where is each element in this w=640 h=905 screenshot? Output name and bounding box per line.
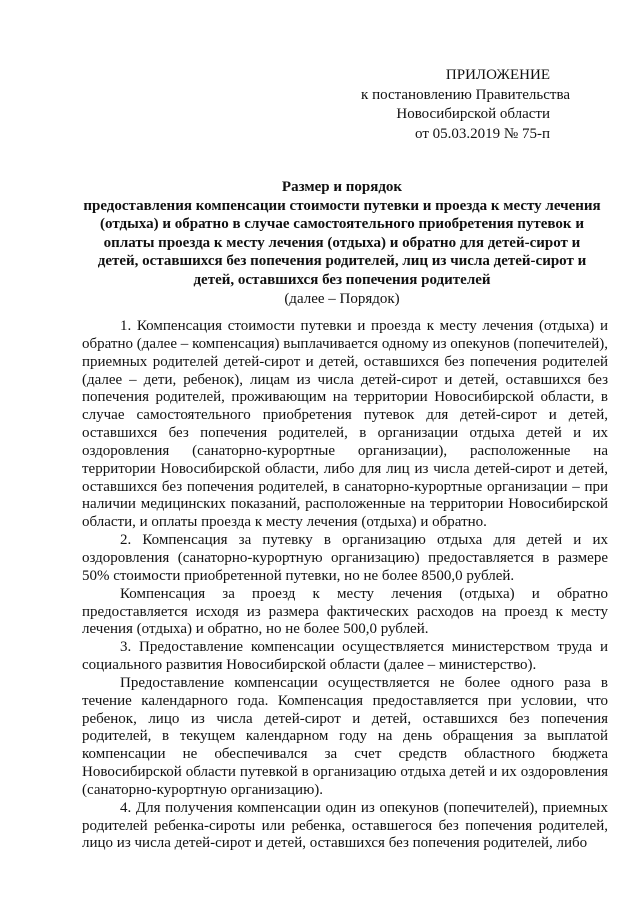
- annex-header: [300, 66, 570, 144]
- title-body: предоставления компенсации стоимости путевки и проезда к месту лечения (отдыха) и обратно в случае самостоятельного приобретения путевок и оплаты проезда к месту лечения (отдыха) и обратно для детей-сирот и детей, оставшихся без попечения родителей, лиц из числа детей-сирот и детей, оставшихся без попечения родителей: [83, 197, 601, 288]
- title-note: (далее – Порядок): [284, 290, 400, 307]
- title-heading: Размер и порядок: [281, 179, 403, 195]
- annex-resolution: к постановлению Правительства: [361, 86, 570, 103]
- paragraph: Предоставление компенсации осуществляется не более одного раза в течение календарного года. Компенсация предоставляется при условии, что ребенок, лицо из числа детей-сирот и детей, оставшихся без попечения родителей, в текущем календарном году на день обращения за выплатой компенсации не обеспечивался за счет средств областного бюджета Новосибирской области путевкой в организацию отдыха детей и их оздоровления (санаторно-курортную организацию).: [82, 674, 608, 798]
- paragraph: 4. Для получения компенсации один из опекунов (попечителей), приемных родителей ребенка-сироты или ребенка, оставшегося без попечения родителей, лицо из числа детей-сирот и детей, оставшихся без попечения родителей, либо: [82, 799, 608, 852]
- paragraph: Компенсация за проезд к месту лечения (отдыха) и обратно предоставляется исходя из размера фактических расходов на проезд к месту лечения (отдыха) и обратно, но не более 500,0 рублей.: [82, 585, 608, 638]
- paragraph: 2. Компенсация за путевку в организацию отдыха для детей и их оздоровления (санаторно-курортную организацию) предоставляется в размере 50% стоимости приобретенной путевки, но не более 8500,0 рублей.: [82, 532, 608, 584]
- paragraph: 1. Компенсация стоимости путевки и проезда к месту лечения (отдыха) и обратно (далее – компенсация) выплачивается одному из опекунов (попечителей), приемных родителей детей-сирот и детей, оставшихся без попечения родителей (далее – дети, ребенок), лицам из числа детей-сирот и детей, оставшихся без попечения родителей, проживающим на территории Новосибирской области, в случае самостоятельного приобретения путевок для детей-сирот и детей, оставшихся без попечения родителей, в организации отдыха детей и их оздоровления (санаторно-курортные организации), расположенные на территории Новосибирской области, либо для лиц из числа детей-сирот и детей, оставшихся без попечения родителей, в санаторно-курортные организации – при наличии медицинских показаний, расположенные на территории Новосибирской области, и оплаты проезда к месту лечения (отдыха) и обратно.: [82, 318, 608, 531]
- annex-label: ПРИЛОЖЕНИЕ: [445, 67, 550, 83]
- document-body: [82, 318, 608, 853]
- document-title: [82, 178, 602, 308]
- annex-region: Новосибирской области: [396, 106, 550, 122]
- paragraph: 3. Предоставление компенсации осуществляется министерством труда и социального развития Новосибирской области (далее – министерство).: [82, 639, 608, 674]
- annex-date-number: от 05.03.2019 № 75-п: [415, 125, 550, 142]
